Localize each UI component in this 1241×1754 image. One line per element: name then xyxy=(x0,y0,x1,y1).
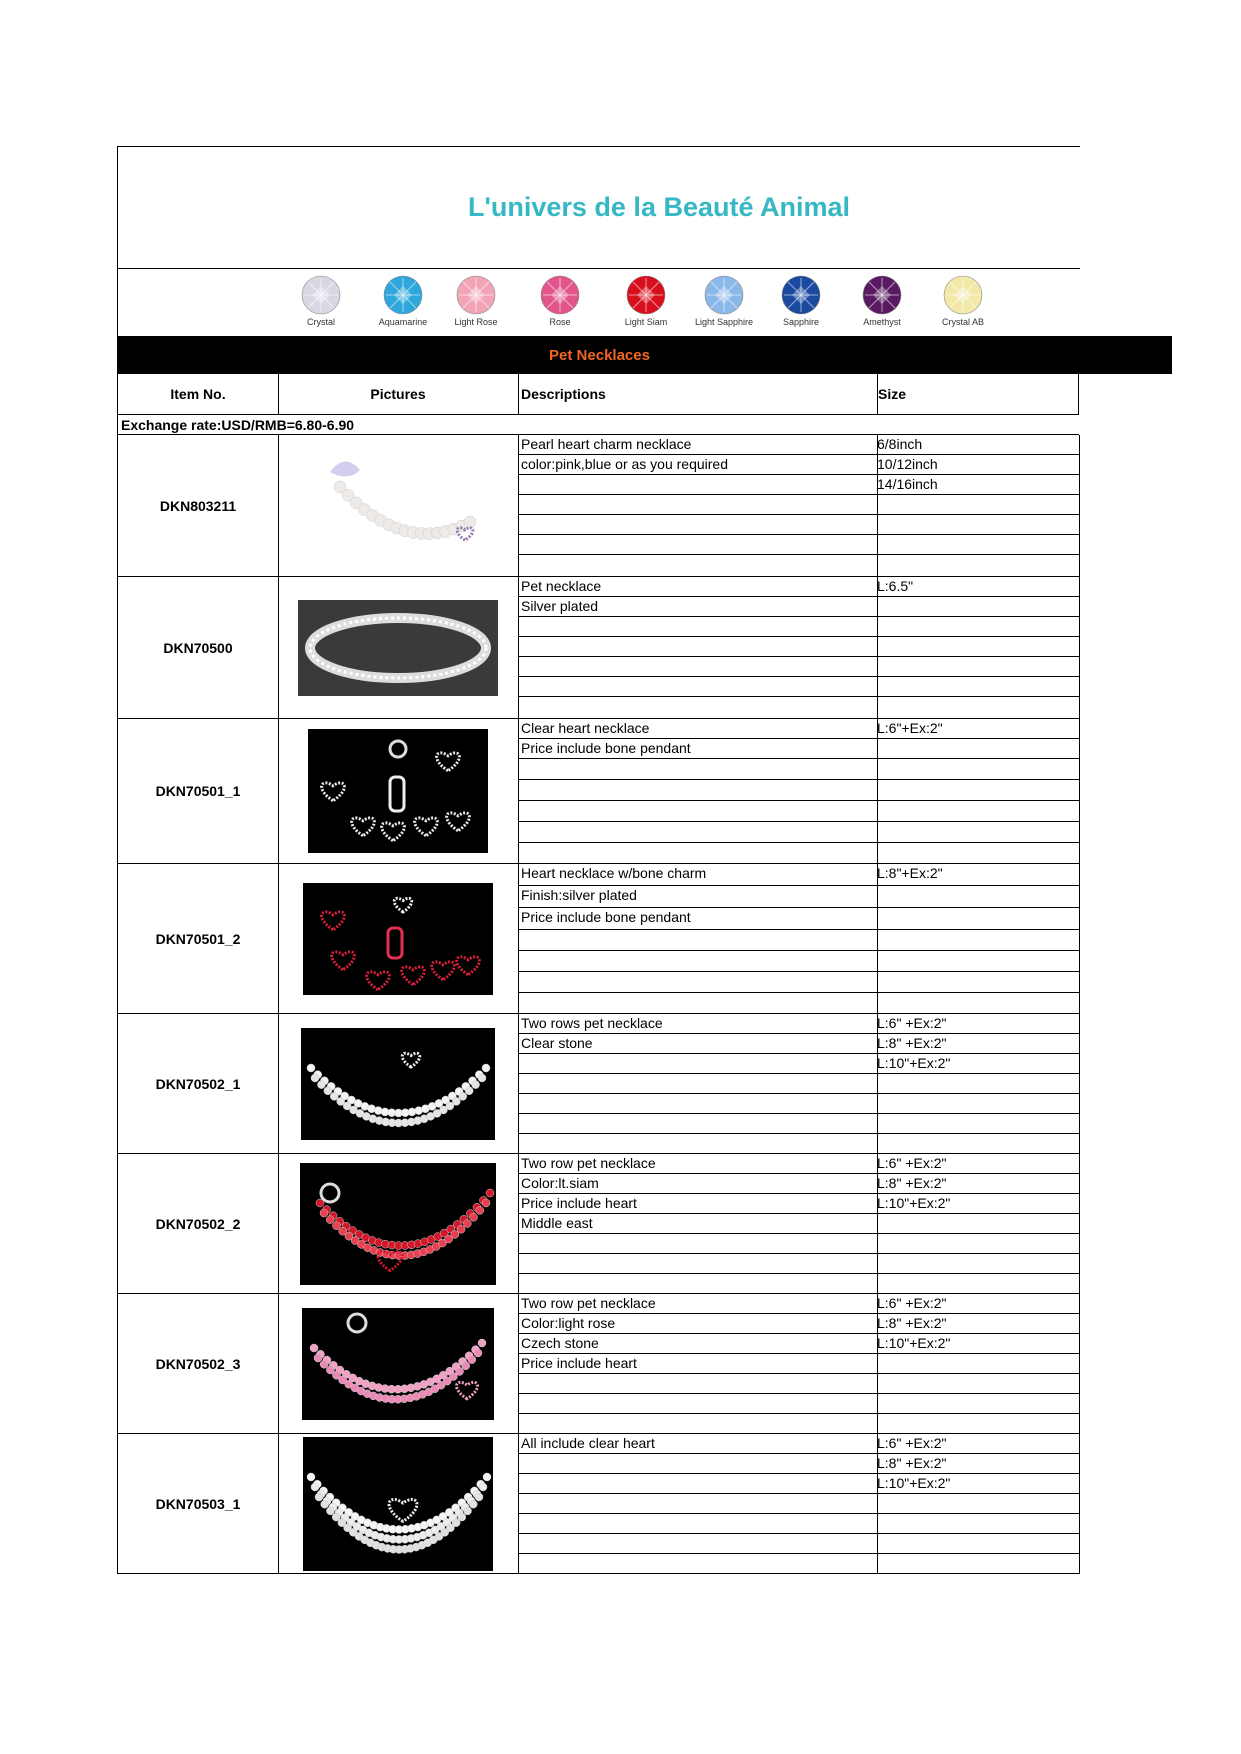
description-cell: Silver plated xyxy=(518,597,878,616)
size-cell xyxy=(874,535,1080,554)
detail-line xyxy=(518,1034,1080,1054)
item-code: DKN803211 xyxy=(117,435,279,576)
size-cell xyxy=(874,657,1080,676)
table-row xyxy=(117,1154,1080,1294)
gem-icon xyxy=(536,274,584,316)
size-cell: L:6" +Ex:2" xyxy=(874,1154,1080,1173)
size-cell xyxy=(874,697,1080,718)
description-cell xyxy=(518,1414,878,1433)
detail-line xyxy=(518,495,1080,515)
detail-line xyxy=(518,1254,1080,1274)
item-code: DKN70502_1 xyxy=(117,1014,279,1153)
description-cell: Heart necklace w/bone charm xyxy=(518,864,878,885)
description-cell xyxy=(518,1394,878,1413)
description-cell: Price include bone pendant xyxy=(518,739,878,758)
description-cell: Two row pet necklace xyxy=(518,1294,878,1313)
size-cell xyxy=(874,555,1080,576)
size-cell: L:10"+Ex:2" xyxy=(874,1334,1080,1353)
header-descriptions: Descriptions xyxy=(518,374,878,414)
description-cell xyxy=(518,822,878,842)
description-cell xyxy=(518,1074,878,1093)
detail-line xyxy=(518,822,1080,843)
detail-line xyxy=(518,1554,1080,1573)
gem-icon xyxy=(939,274,987,316)
size-cell xyxy=(874,930,1080,950)
item-lines xyxy=(518,1294,1080,1433)
description-cell xyxy=(518,930,878,950)
description-cell: All include clear heart xyxy=(518,1434,878,1453)
size-cell xyxy=(874,1414,1080,1433)
item-code: DKN70502_2 xyxy=(117,1154,279,1293)
size-cell xyxy=(874,637,1080,656)
description-cell xyxy=(518,495,878,514)
detail-line xyxy=(518,1094,1080,1114)
description-cell xyxy=(518,993,878,1013)
item-lines xyxy=(518,435,1080,576)
item-picture xyxy=(277,1014,519,1153)
description-cell: Czech stone xyxy=(518,1334,878,1353)
size-cell: L:8" +Ex:2" xyxy=(874,1174,1080,1193)
gem-icon xyxy=(622,274,670,316)
detail-line xyxy=(518,1414,1080,1433)
description-cell xyxy=(518,1234,878,1253)
detail-line xyxy=(518,597,1080,617)
description-cell xyxy=(518,972,878,992)
product-photo xyxy=(301,1028,495,1140)
size-cell: L:6" +Ex:2" xyxy=(874,1434,1080,1453)
description-cell: color:pink,blue or as you required xyxy=(518,455,878,474)
description-cell xyxy=(518,535,878,554)
gem-icon xyxy=(700,274,748,316)
size-cell xyxy=(874,972,1080,992)
size-cell xyxy=(874,801,1080,821)
gem-swatch xyxy=(761,274,841,327)
size-cell xyxy=(874,1214,1080,1233)
item-code: DKN70501_1 xyxy=(117,719,279,863)
item-lines xyxy=(518,864,1080,1013)
gem-swatch xyxy=(684,274,764,327)
description-cell xyxy=(518,515,878,534)
detail-line xyxy=(518,908,1080,930)
detail-line xyxy=(518,993,1080,1013)
size-cell xyxy=(874,1234,1080,1253)
item-lines xyxy=(518,1434,1080,1573)
detail-line xyxy=(518,637,1080,657)
detail-line xyxy=(518,1334,1080,1354)
size-cell xyxy=(874,1394,1080,1413)
size-cell xyxy=(874,739,1080,758)
size-cell xyxy=(874,1354,1080,1373)
size-cell xyxy=(874,677,1080,696)
page-title: L'univers de la Beauté Animal xyxy=(467,192,851,222)
detail-line xyxy=(518,535,1080,555)
detail-line xyxy=(518,1074,1080,1094)
product-photo xyxy=(303,883,493,995)
item-picture xyxy=(277,864,519,1013)
size-cell xyxy=(874,617,1080,636)
item-lines xyxy=(518,577,1080,718)
description-cell: Clear heart necklace xyxy=(518,719,878,738)
size-cell: L:6"+Ex:2" xyxy=(874,719,1080,738)
item-code: DKN70500 xyxy=(117,577,279,718)
size-cell xyxy=(874,597,1080,616)
gem-swatch xyxy=(606,274,686,327)
detail-line xyxy=(518,1394,1080,1414)
description-cell xyxy=(518,1274,878,1293)
description-cell xyxy=(518,1474,878,1493)
detail-line xyxy=(518,864,1080,886)
detail-line xyxy=(518,697,1080,718)
size-cell xyxy=(874,1554,1080,1573)
detail-line xyxy=(518,435,1080,455)
description-cell: Middle east xyxy=(518,1214,878,1233)
description-cell xyxy=(518,555,878,576)
size-cell: 14/16inch xyxy=(874,475,1080,494)
item-picture xyxy=(277,719,519,863)
gem-swatch xyxy=(520,274,600,327)
gem-label: Light Rose xyxy=(454,317,498,327)
table-row xyxy=(117,577,1080,719)
detail-line xyxy=(518,801,1080,822)
description-cell xyxy=(518,1494,878,1513)
gem-swatch xyxy=(436,274,516,327)
detail-line xyxy=(518,972,1080,993)
detail-line xyxy=(518,1534,1080,1554)
table-row xyxy=(117,1294,1080,1434)
exchange-rate: Exchange rate:USD/RMB=6.80-6.90 xyxy=(117,415,1079,435)
detail-line xyxy=(518,759,1080,780)
item-lines xyxy=(518,719,1080,863)
table-row xyxy=(117,1014,1080,1154)
description-cell xyxy=(518,1134,878,1153)
description-cell xyxy=(518,1094,878,1113)
size-cell xyxy=(874,1514,1080,1533)
description-cell: Price include heart xyxy=(518,1194,878,1213)
detail-line xyxy=(518,1134,1080,1153)
size-cell: 6/8inch xyxy=(874,435,1080,454)
gem-icon xyxy=(777,274,825,316)
size-cell: L:8" +Ex:2" xyxy=(874,1314,1080,1333)
product-photo xyxy=(303,1437,493,1571)
size-cell: L:6" +Ex:2" xyxy=(874,1294,1080,1313)
description-cell xyxy=(518,1534,878,1553)
detail-line xyxy=(518,677,1080,697)
gem-swatch xyxy=(281,274,361,327)
gem-label: Crystal AB xyxy=(941,317,984,327)
detail-line xyxy=(518,1274,1080,1293)
description-cell xyxy=(518,951,878,971)
size-cell: L:6" +Ex:2" xyxy=(874,1014,1080,1033)
size-cell xyxy=(874,1114,1080,1133)
description-cell xyxy=(518,1554,878,1573)
size-cell xyxy=(874,1134,1080,1153)
item-picture xyxy=(277,435,519,576)
description-cell: Two rows pet necklace xyxy=(518,1014,878,1033)
gem-icon xyxy=(297,274,345,316)
description-cell xyxy=(518,677,878,696)
product-photo xyxy=(300,1163,496,1285)
description-cell xyxy=(518,1254,878,1273)
item-picture xyxy=(277,577,519,718)
size-cell: L:10"+Ex:2" xyxy=(874,1474,1080,1493)
item-picture xyxy=(277,1434,519,1573)
table-header xyxy=(117,374,1079,415)
detail-line xyxy=(518,577,1080,597)
gem-label: Aquamarine xyxy=(378,317,428,327)
size-cell xyxy=(874,951,1080,971)
description-cell xyxy=(518,617,878,636)
detail-line xyxy=(518,1354,1080,1374)
size-cell xyxy=(874,495,1080,514)
description-cell: Color:light rose xyxy=(518,1314,878,1333)
item-lines xyxy=(518,1154,1080,1293)
size-cell xyxy=(874,1094,1080,1113)
detail-line xyxy=(518,1294,1080,1314)
description-cell: Two row pet necklace xyxy=(518,1154,878,1173)
description-cell: Price include bone pendant xyxy=(518,908,878,929)
gem-label: Sapphire xyxy=(782,317,820,327)
size-cell xyxy=(874,759,1080,779)
description-cell: Color:lt.siam xyxy=(518,1174,878,1193)
header-size: Size xyxy=(878,386,907,402)
detail-line xyxy=(518,555,1080,576)
product-photo xyxy=(302,1308,494,1420)
size-cell xyxy=(874,1494,1080,1513)
detail-line xyxy=(518,657,1080,677)
description-cell: Finish:silver plated xyxy=(518,886,878,907)
description-cell xyxy=(518,637,878,656)
detail-line xyxy=(518,515,1080,535)
detail-line xyxy=(518,1014,1080,1034)
size-cell: L:10"+Ex:2" xyxy=(874,1054,1080,1073)
detail-line xyxy=(518,1374,1080,1394)
size-cell xyxy=(874,1374,1080,1393)
detail-line xyxy=(518,1314,1080,1334)
gem-color-chart xyxy=(117,268,1080,336)
size-cell xyxy=(874,886,1080,907)
gem-label: Amethyst xyxy=(863,317,901,327)
detail-line xyxy=(518,1454,1080,1474)
detail-line xyxy=(518,1154,1080,1174)
gem-label: Light Siam xyxy=(624,317,668,327)
size-cell: L:8"+Ex:2" xyxy=(874,864,1080,885)
description-cell xyxy=(518,1054,878,1073)
size-cell: L:8" +Ex:2" xyxy=(874,1454,1080,1473)
size-cell xyxy=(874,993,1080,1013)
detail-line xyxy=(518,1494,1080,1514)
detail-line xyxy=(518,719,1080,739)
description-cell: Price include heart xyxy=(518,1354,878,1373)
detail-line xyxy=(518,780,1080,801)
gem-swatch xyxy=(363,274,443,327)
description-cell xyxy=(518,1374,878,1393)
size-cell: L:8" +Ex:2" xyxy=(874,1034,1080,1053)
section-band xyxy=(117,336,1172,374)
detail-line xyxy=(518,1194,1080,1214)
detail-line xyxy=(518,475,1080,495)
detail-line xyxy=(518,1234,1080,1254)
detail-line xyxy=(518,1174,1080,1194)
size-cell xyxy=(874,1274,1080,1293)
gem-label: Light Sapphire xyxy=(694,317,754,327)
detail-line xyxy=(518,951,1080,972)
detail-line xyxy=(518,617,1080,637)
table-row xyxy=(117,1434,1080,1574)
description-cell xyxy=(518,1454,878,1473)
description-cell xyxy=(518,1114,878,1133)
gem-icon xyxy=(452,274,500,316)
item-code: DKN70501_2 xyxy=(117,864,279,1013)
size-cell xyxy=(874,843,1080,863)
detail-line xyxy=(518,843,1080,863)
table-row xyxy=(117,719,1080,864)
description-cell xyxy=(518,475,878,494)
header-pictures: Pictures xyxy=(278,374,519,414)
description-cell xyxy=(518,801,878,821)
product-photo xyxy=(300,442,496,570)
size-cell xyxy=(874,780,1080,800)
item-code: DKN70503_1 xyxy=(117,1434,279,1573)
size-cell xyxy=(874,1074,1080,1093)
size-cell xyxy=(874,822,1080,842)
gem-label: Rose xyxy=(549,317,571,327)
size-cell xyxy=(874,1534,1080,1553)
description-cell xyxy=(518,759,878,779)
description-cell xyxy=(518,657,878,676)
description-cell xyxy=(518,843,878,863)
size-cell xyxy=(874,908,1080,929)
detail-line xyxy=(518,739,1080,759)
gem-swatch xyxy=(923,274,1003,327)
detail-line xyxy=(518,1514,1080,1534)
product-photo xyxy=(308,729,488,853)
table-row xyxy=(117,435,1080,577)
size-cell xyxy=(874,1254,1080,1273)
detail-line xyxy=(518,1434,1080,1454)
description-cell xyxy=(518,780,878,800)
detail-line xyxy=(518,930,1080,951)
description-cell xyxy=(518,697,878,718)
detail-line xyxy=(518,455,1080,475)
item-code: DKN70502_3 xyxy=(117,1294,279,1433)
detail-line xyxy=(518,1054,1080,1074)
description-cell: Pearl heart charm necklace xyxy=(518,435,878,454)
item-picture xyxy=(277,1154,519,1293)
section-title: Pet Necklaces xyxy=(549,346,650,364)
gem-icon xyxy=(379,274,427,316)
product-table xyxy=(117,435,1080,1574)
table-row xyxy=(117,864,1080,1014)
gem-label: Crystal xyxy=(306,317,335,327)
detail-line xyxy=(518,1474,1080,1494)
gem-icon xyxy=(858,274,906,316)
product-photo xyxy=(298,600,498,696)
description-cell xyxy=(518,1514,878,1533)
title-box xyxy=(117,146,1080,269)
detail-line xyxy=(518,1114,1080,1134)
size-cell: L:6.5" xyxy=(874,577,1080,596)
gem-swatch xyxy=(842,274,922,327)
detail-line xyxy=(518,1214,1080,1234)
item-picture xyxy=(277,1294,519,1433)
detail-line xyxy=(518,886,1080,908)
size-cell xyxy=(874,515,1080,534)
description-cell: Pet necklace xyxy=(518,577,878,596)
size-cell: 10/12inch xyxy=(874,455,1080,474)
description-cell: Clear stone xyxy=(518,1034,878,1053)
size-cell: L:10"+Ex:2" xyxy=(874,1194,1080,1213)
item-lines xyxy=(518,1014,1080,1153)
header-item-no: Item No. xyxy=(118,374,279,414)
